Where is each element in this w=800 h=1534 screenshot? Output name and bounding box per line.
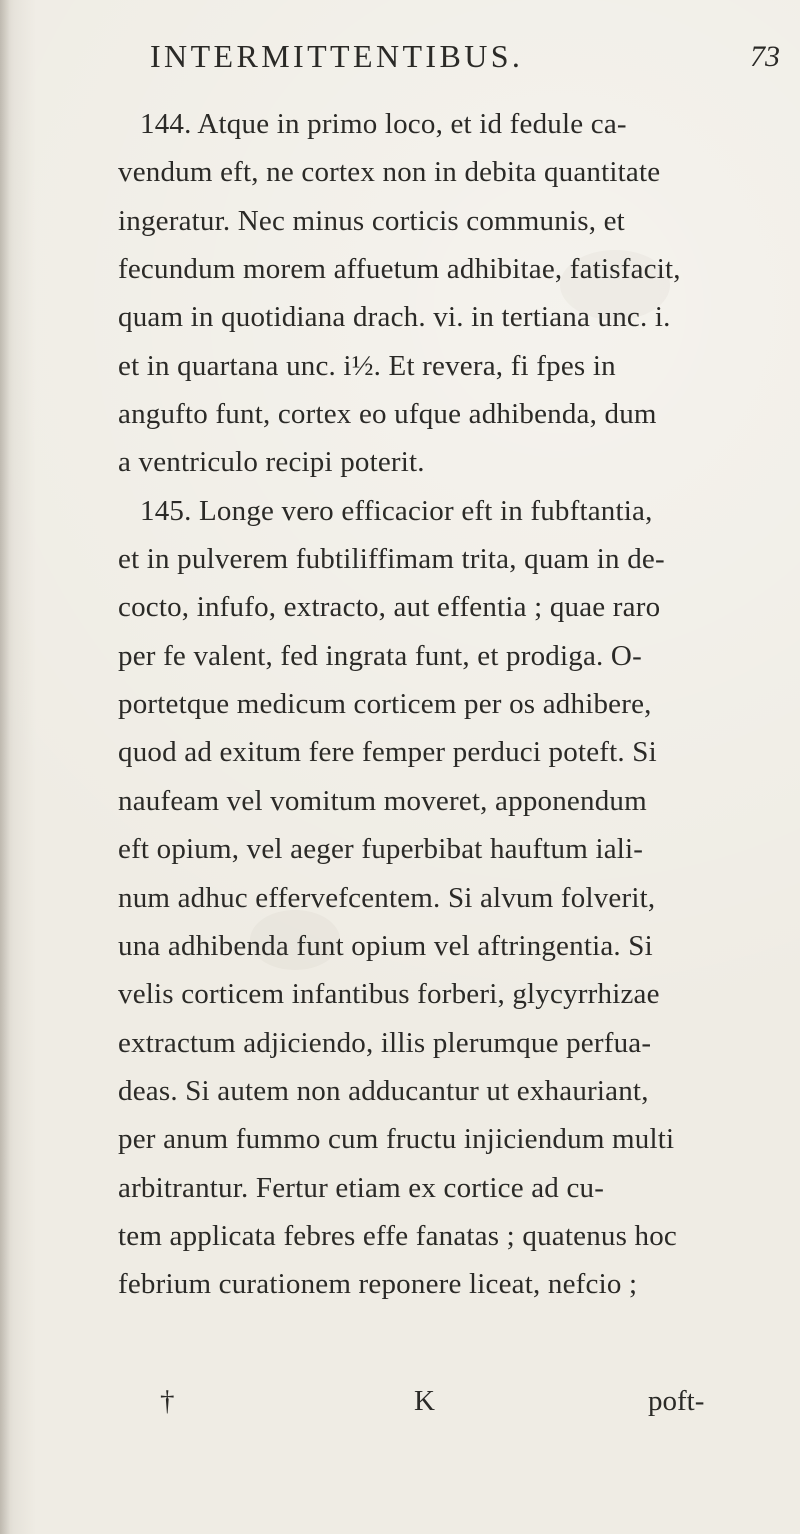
- signature-mark: K: [414, 1385, 435, 1417]
- page-footer: [140, 1385, 780, 1431]
- text-line: vendum eft, ne cortex non in debita quantitate: [118, 156, 661, 189]
- text-line: 145. Longe vero efficacior eft in fubftantia,: [140, 494, 653, 527]
- text-line: fecundum morem affuetum adhibitae, fatisfacit,: [118, 253, 681, 286]
- text-line: quam in quotidiana drach. vi. in tertiana unc. i.: [118, 301, 671, 334]
- catchword: poft-: [648, 1385, 705, 1417]
- text-line: 144. Atque in primo loco, et id fedule ca-: [140, 108, 627, 140]
- page-number: 73: [750, 40, 780, 73]
- text-line: quod ad exitum fere femper perduci poteft. Si: [118, 736, 657, 769]
- text-line: deas. Si autem non adducantur ut exhauriant,: [118, 1074, 649, 1107]
- text-line: arbitrantur. Fertur etiam ex cortice ad cu-: [118, 1171, 605, 1204]
- text-line: num adhuc effervefcentem. Si alvum folverit,: [118, 881, 656, 914]
- text-line: eft opium, vel aeger fuperbibat hauftum iali-: [118, 833, 644, 866]
- text-line: extractum adjiciendo, illis plerumque perfua-: [118, 1026, 652, 1059]
- text-line: una adhibenda funt opium vel aftringentia. Si: [118, 929, 653, 962]
- text-line: per anum fummo cum fructu injiciendum multi: [118, 1123, 675, 1156]
- text-line: per fe valent, fed ingrata funt, et prodiga. O-: [118, 639, 642, 672]
- text-line: angufto funt, cortex eo ufque adhibenda, dum: [118, 398, 657, 431]
- text-line: ingeratur. Nec minus corticis communis, et: [118, 204, 625, 237]
- dagger-mark: †: [160, 1385, 175, 1417]
- text-line: portetque medicum corticem per os adhibere,: [118, 688, 652, 721]
- text-line: velis corticem infantibus forberi, glycyrrhizae: [118, 978, 660, 1011]
- text-line: febrium curationem reponere liceat, nefcio ;: [118, 1268, 638, 1301]
- text-line: naufeam vel vomitum moveret, apponendum: [118, 784, 647, 817]
- text-line: tem applicata febres effe fanatas ; quatenus hoc: [118, 1219, 677, 1252]
- body-text: [118, 100, 778, 1309]
- text-line: cocto, infufo, extracto, aut effentia ; quae raro: [118, 591, 661, 624]
- text-line: et in pulverem fubtiliffimam trita, quam in de-: [118, 543, 665, 576]
- text-line: a ventriculo recipi poterit.: [118, 446, 425, 479]
- running-head: [150, 38, 780, 90]
- running-title: INTERMITTENTIBUS.: [150, 38, 524, 74]
- text-line: et in quartana unc. i½. Et revera, fi fpes in: [118, 349, 616, 382]
- page-gutter-shadow: [0, 0, 10, 1534]
